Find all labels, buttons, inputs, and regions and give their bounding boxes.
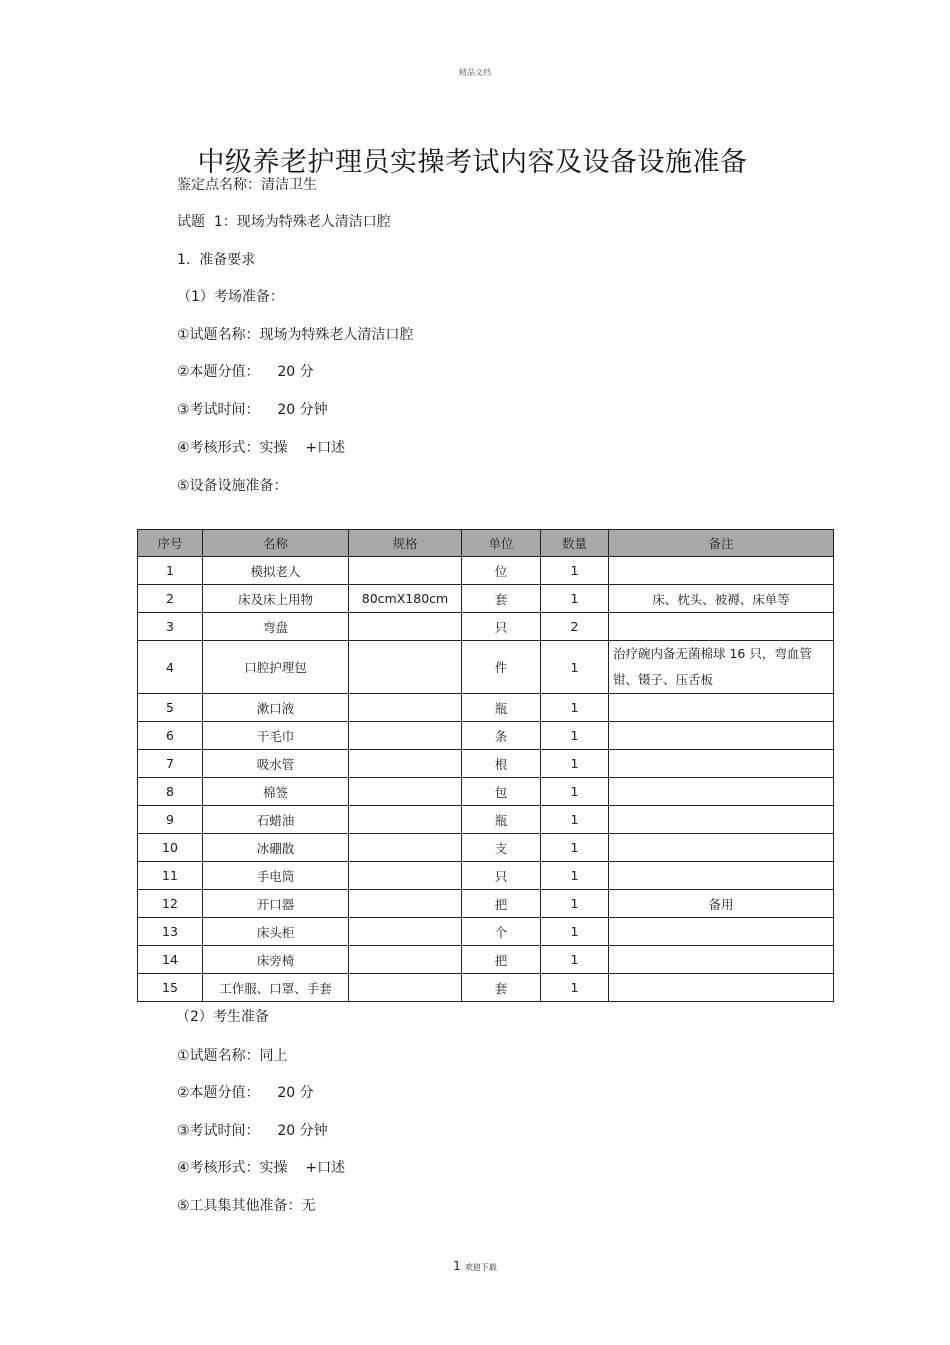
- table-cell: 1: [541, 806, 609, 834]
- table-cell: 11: [138, 862, 203, 890]
- table-row: [138, 806, 834, 834]
- table-cell: [609, 806, 834, 834]
- table-cell: 80cmX180cm: [349, 585, 462, 613]
- table-cell: [349, 750, 462, 778]
- table-cell: [349, 806, 462, 834]
- item-line: ②本题分值： 20 分: [177, 364, 314, 380]
- table-row: [138, 862, 834, 890]
- table-cell: 15: [138, 974, 203, 1002]
- column-header: 名称: [203, 530, 349, 557]
- table-cell: 手电筒: [203, 862, 349, 890]
- column-header: 备注: [609, 530, 834, 557]
- footer-text: 欢迎下载: [464, 1263, 497, 1272]
- table-cell: 6: [138, 722, 203, 750]
- table-cell: 1: [541, 862, 609, 890]
- table-cell: 1: [541, 722, 609, 750]
- table-cell: 弯盘: [203, 613, 349, 641]
- table-cell: [349, 613, 462, 641]
- table-cell: 1: [541, 834, 609, 862]
- table-cell: 只: [462, 862, 541, 890]
- table-cell: [349, 946, 462, 974]
- item-line: ②本题分值： 20 分: [177, 1085, 314, 1101]
- table-cell: 1: [541, 750, 609, 778]
- table-row: [138, 557, 834, 585]
- item-line: ④考核形式：实操 +口述: [177, 440, 346, 456]
- table-cell: 3: [138, 613, 203, 641]
- table-cell: 1: [541, 778, 609, 806]
- table-cell: 位: [462, 557, 541, 585]
- table-row: [138, 834, 834, 862]
- page-number: 1: [453, 1259, 461, 1273]
- table-cell: 9: [138, 806, 203, 834]
- table-cell: 2: [541, 613, 609, 641]
- item-line: ④考核形式：实操 +口述: [177, 1160, 346, 1176]
- header-note: 精品文档: [459, 68, 491, 77]
- table-cell: [609, 918, 834, 946]
- table-cell: [609, 557, 834, 585]
- column-header: 规格: [349, 530, 462, 557]
- subsection-heading: （1）考场准备：: [177, 289, 284, 305]
- assessment-point: 鉴定点名称：清洁卫生: [177, 177, 317, 193]
- table-cell: 14: [138, 946, 203, 974]
- table-cell: 模拟老人: [203, 557, 349, 585]
- table-row: [138, 641, 834, 694]
- table-cell: 条: [462, 722, 541, 750]
- item-line: ①试题名称：现场为特殊老人清洁口腔: [177, 327, 414, 343]
- table-cell: 床旁椅: [203, 946, 349, 974]
- table-cell: 棉签: [203, 778, 349, 806]
- table-row: [138, 946, 834, 974]
- table-cell: 治疗碗内备无菌棉球 16 只，弯血管钳、镊子、压舌板: [609, 641, 834, 694]
- table-cell: 套: [462, 585, 541, 613]
- table-cell: 石蜡油: [203, 806, 349, 834]
- table-cell: 瓶: [462, 806, 541, 834]
- table-cell: [609, 946, 834, 974]
- table-cell: 1: [541, 974, 609, 1002]
- table-cell: [609, 694, 834, 722]
- item-line: ③考试时间： 20 分钟: [177, 1123, 328, 1139]
- table-cell: 口腔护理包: [203, 641, 349, 694]
- table-row: [138, 694, 834, 722]
- document-title: 中级养老护理员实操考试内容及设备设施准备: [197, 147, 748, 179]
- table-cell: 1: [541, 890, 609, 918]
- table-cell: [349, 862, 462, 890]
- table-cell: 4: [138, 641, 203, 694]
- table-cell: [609, 862, 834, 890]
- table-cell: 8: [138, 778, 203, 806]
- item-line: ⑤工具集其他准备：无: [177, 1198, 316, 1214]
- table-cell: 7: [138, 750, 203, 778]
- table-row: [138, 918, 834, 946]
- table-cell: 备用: [609, 890, 834, 918]
- table-cell: [609, 722, 834, 750]
- subsection-heading: （2）考生准备: [176, 1009, 269, 1025]
- table-header-row: [138, 530, 834, 557]
- table-cell: [349, 974, 462, 1002]
- table-cell: 1: [541, 694, 609, 722]
- table-cell: [349, 557, 462, 585]
- table-cell: 5: [138, 694, 203, 722]
- table-row: [138, 778, 834, 806]
- table-row: [138, 750, 834, 778]
- column-header: 序号: [138, 530, 203, 557]
- table-cell: 1: [541, 918, 609, 946]
- table-cell: 1: [541, 585, 609, 613]
- table-cell: 1: [541, 557, 609, 585]
- table-cell: 1: [138, 557, 203, 585]
- table-cell: 2: [138, 585, 203, 613]
- table-cell: 只: [462, 613, 541, 641]
- table-cell: 件: [462, 641, 541, 694]
- table-cell: [349, 722, 462, 750]
- page-footer: [0, 1259, 950, 1273]
- column-header: 数量: [541, 530, 609, 557]
- table-cell: [609, 778, 834, 806]
- table-cell: 床、枕头、被褥、床单等: [609, 585, 834, 613]
- table-cell: 瓶: [462, 694, 541, 722]
- table-cell: 床头柜: [203, 918, 349, 946]
- table-cell: 13: [138, 918, 203, 946]
- table-cell: [349, 834, 462, 862]
- table-row: [138, 722, 834, 750]
- table-cell: 把: [462, 890, 541, 918]
- table-cell: 冰硼散: [203, 834, 349, 862]
- table-cell: [349, 694, 462, 722]
- table-row: [138, 890, 834, 918]
- item-line: ①试题名称：同上: [177, 1048, 288, 1064]
- table-cell: [609, 974, 834, 1002]
- table-cell: 12: [138, 890, 203, 918]
- item-line: ⑤设备设施准备：: [177, 478, 288, 494]
- table-row: [138, 974, 834, 1002]
- table-cell: 漱口液: [203, 694, 349, 722]
- table-cell: 支: [462, 834, 541, 862]
- table-cell: 工作服、口罩、手套: [203, 974, 349, 1002]
- equipment-table: [137, 529, 834, 1002]
- item-line: ③考试时间： 20 分钟: [177, 402, 328, 418]
- table-cell: 吸水管: [203, 750, 349, 778]
- table-cell: [349, 890, 462, 918]
- table-cell: [609, 834, 834, 862]
- table-cell: 干毛巾: [203, 722, 349, 750]
- table-cell: 床及床上用物: [203, 585, 349, 613]
- table-cell: 根: [462, 750, 541, 778]
- table-row: [138, 585, 834, 613]
- table-cell: [609, 750, 834, 778]
- table-cell: 1: [541, 641, 609, 694]
- question-title: 试题 1：现场为特殊老人清洁口腔: [177, 214, 391, 230]
- table-cell: 把: [462, 946, 541, 974]
- table-cell: [349, 641, 462, 694]
- table-cell: 10: [138, 834, 203, 862]
- table-cell: 1: [541, 946, 609, 974]
- column-header: 单位: [462, 530, 541, 557]
- table-row: [138, 613, 834, 641]
- table-cell: 开口器: [203, 890, 349, 918]
- table-cell: 包: [462, 778, 541, 806]
- table-cell: [349, 918, 462, 946]
- table-cell: 套: [462, 974, 541, 1002]
- table-cell: [349, 778, 462, 806]
- table-cell: 个: [462, 918, 541, 946]
- section-heading: 1. 准备要求: [177, 252, 256, 268]
- table-cell: [609, 613, 834, 641]
